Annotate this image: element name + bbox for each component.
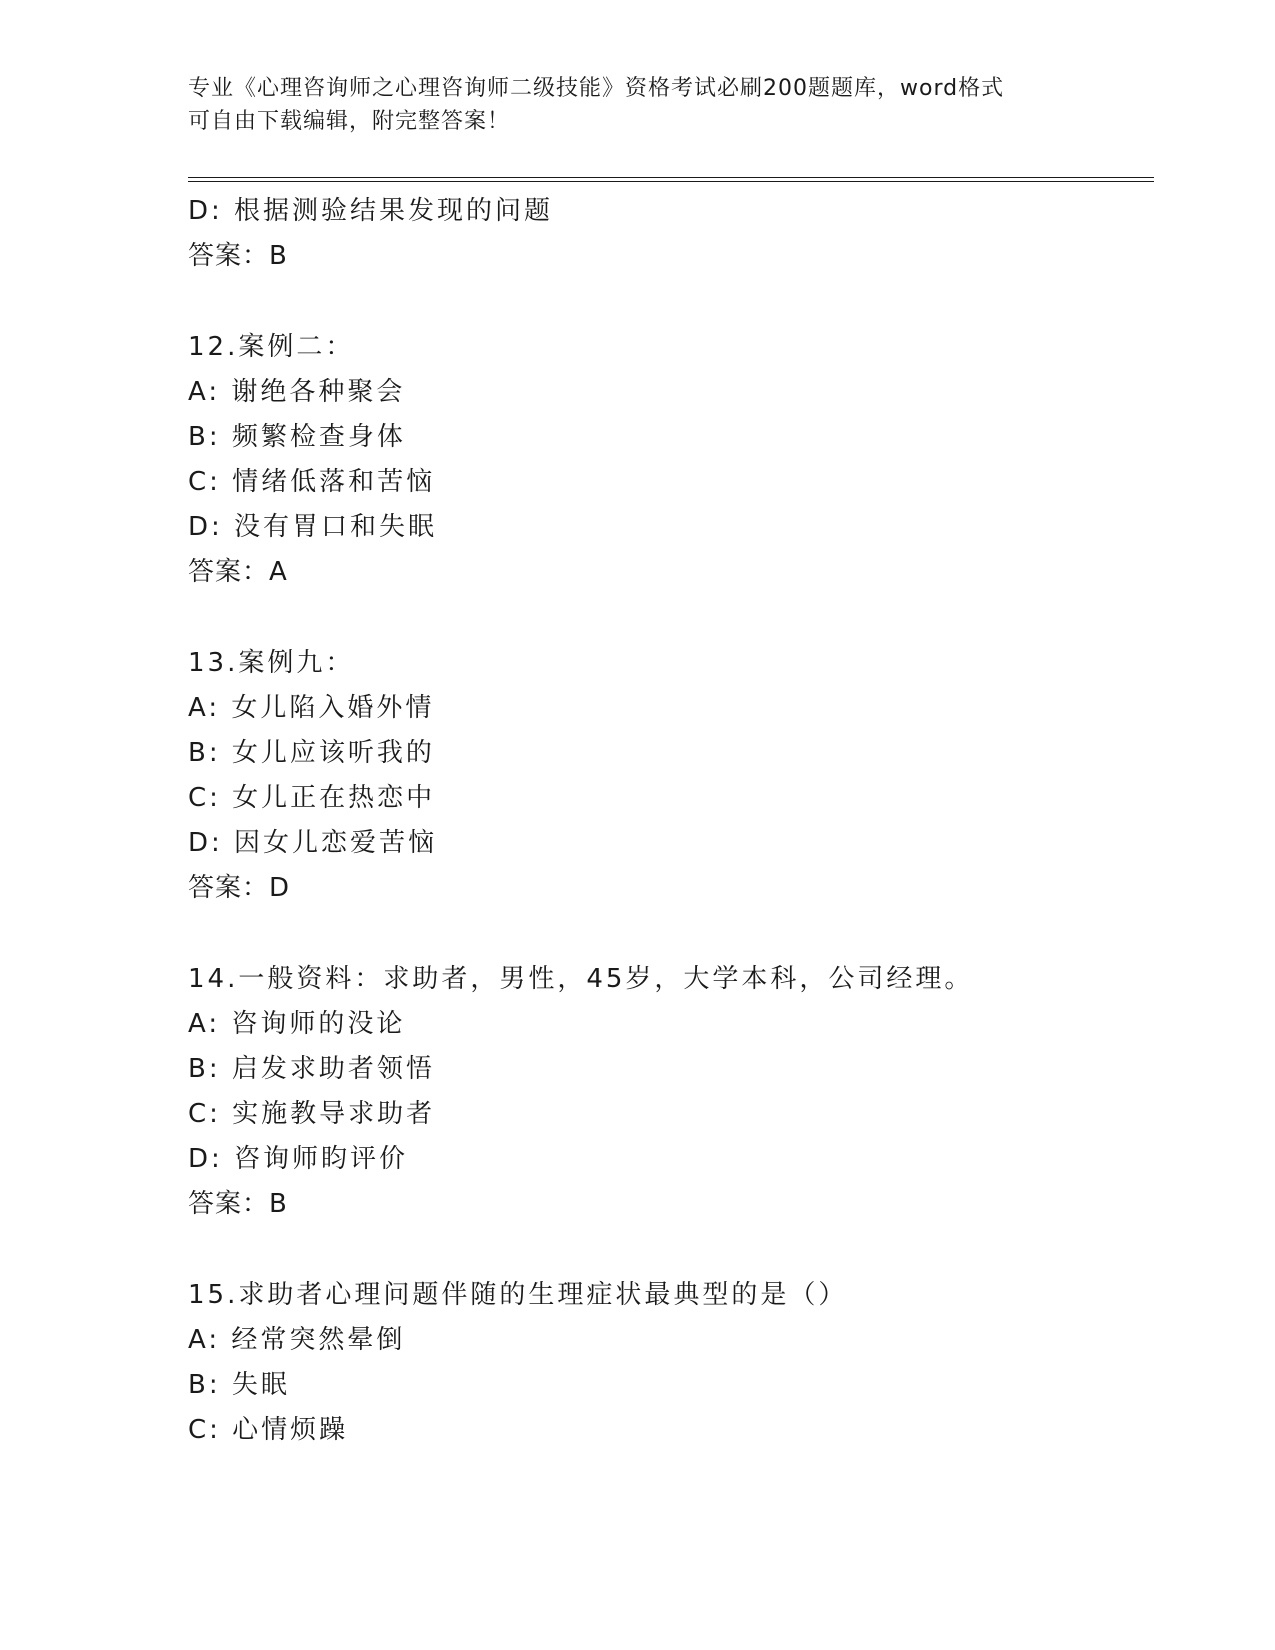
q13-question: 13.案例九： [188,648,355,678]
q14-option-a: A: 咨询师的没论 [188,1009,406,1039]
q13-option-d: D: 因女儿恋爱苦恼 [188,828,438,858]
q13-answer: 答案：D [188,873,291,903]
q12-question: 12.案例二： [188,332,355,362]
q14-option-d: D: 咨询师盷评价 [188,1144,409,1174]
q11-option-d: D: 根据测验结果发现的问题 [188,196,554,226]
q12-answer: 答案：A [188,557,288,587]
header-divider-bottom [188,181,1154,182]
q15-option-c: C: 心情烦躁 [188,1415,349,1445]
q14-answer: 答案：B [188,1189,288,1219]
q12-option-a: A: 谢绝各种聚会 [188,377,406,407]
q15-option-b: B: 失眠 [188,1370,290,1400]
q15-option-a: A: 经常突然晕倒 [188,1325,406,1355]
q11-answer: 答案：B [188,241,288,271]
q14-question: 14.一般资料：求助者，男性，45岁，大学本科，公司经理。 [188,964,974,994]
q14-option-b: B: 启发求助者领悟 [188,1054,435,1084]
document-header [188,72,1088,138]
q12-option-d: D: 没有胃口和失眠 [188,512,438,542]
header-line-1: 专业《心理咨询师之心理咨询师二级技能》资格考试必刷200题题库，word格式 [188,76,1005,101]
q15-question: 15.求助者心理问题伴随的生理症状最典型的是（） [188,1280,848,1310]
q13-option-b: B: 女儿应该听我的 [188,738,435,768]
header-line-2: 可自由下载编辑，附完整答案！ [188,109,511,134]
q12-option-b: B: 频繁检查身体 [188,422,406,452]
q14-option-c: C: 实施教导求助者 [188,1099,436,1129]
q13-option-c: C: 女儿正在热恋中 [188,783,436,813]
q12-option-c: C: 情绪低落和苦恼 [188,467,436,497]
q13-option-a: A: 女儿陷入婚外情 [188,693,435,723]
header-divider-top [188,177,1154,178]
